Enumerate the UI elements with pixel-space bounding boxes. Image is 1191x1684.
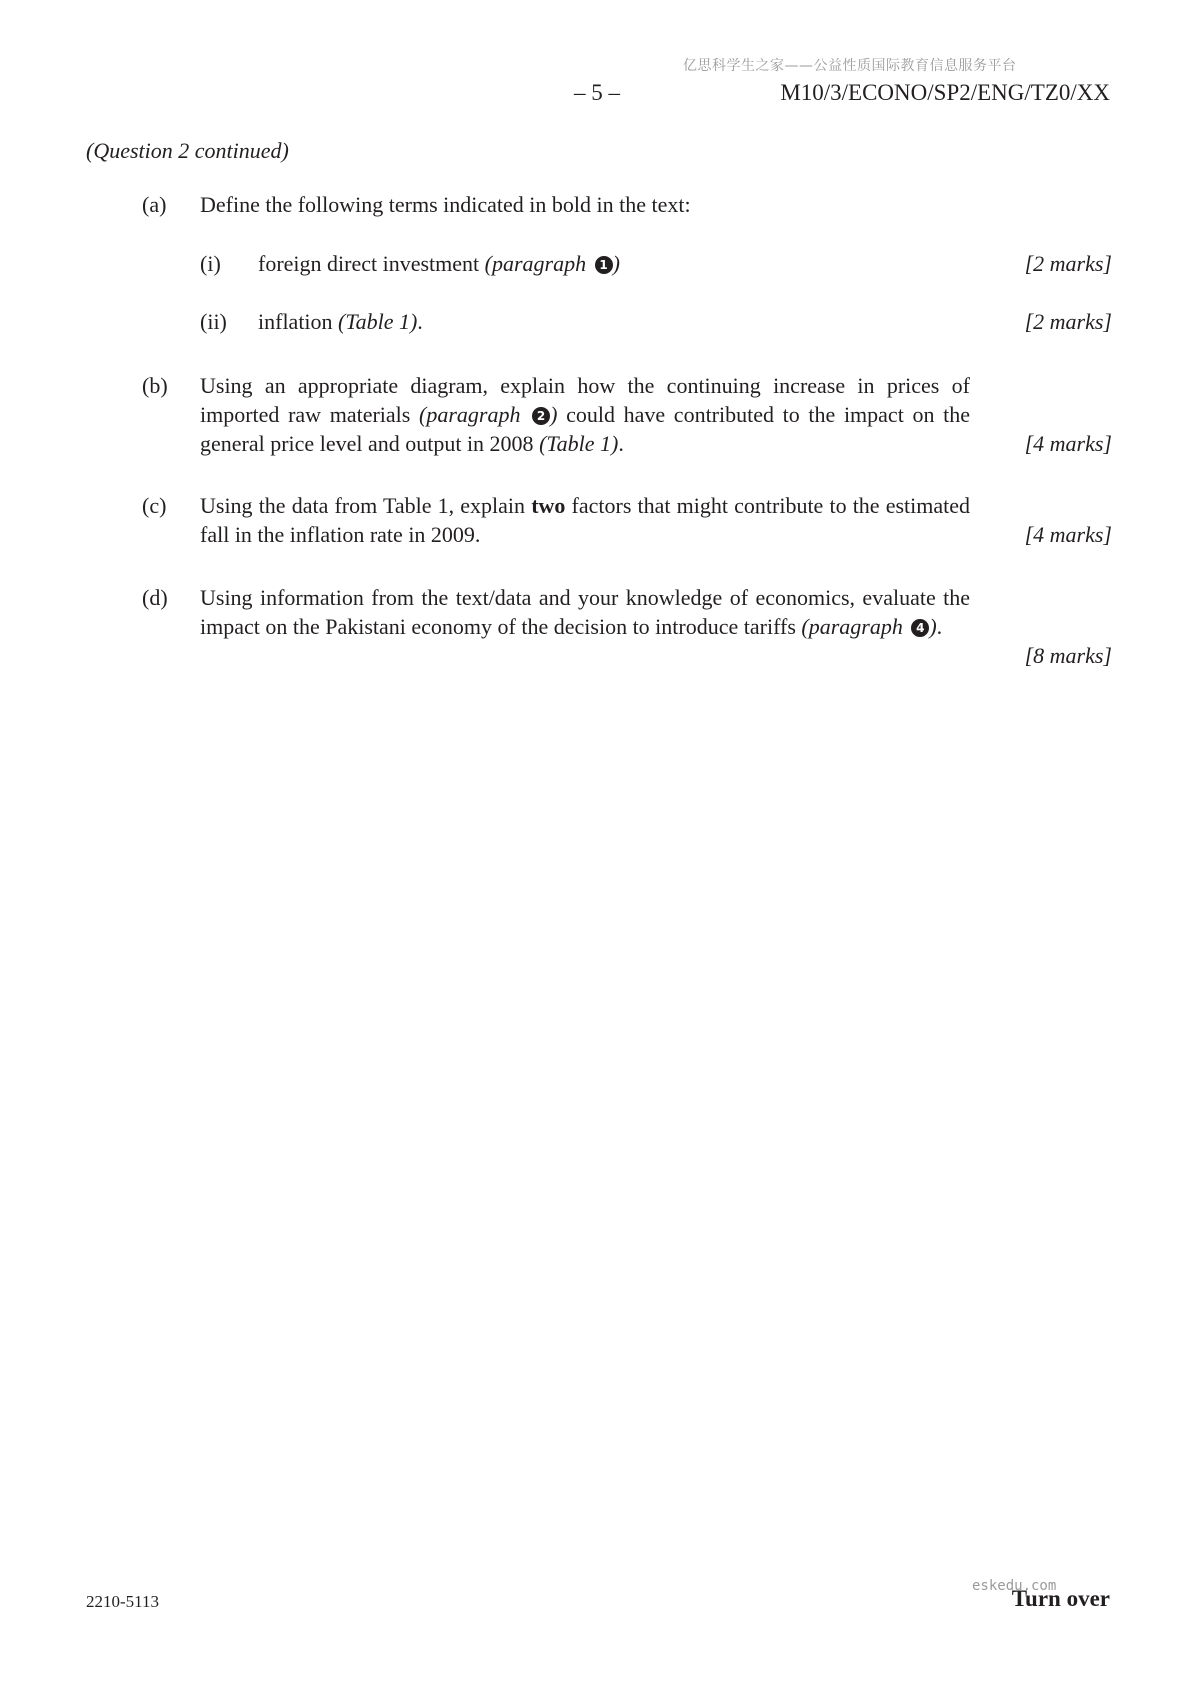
question-text: Define the following terms indicated in bold in the text: <box>200 192 691 217</box>
question-text <box>200 583 970 641</box>
ref-close: ) <box>612 251 620 276</box>
text-part: could have contributed to the impact on the general price level and output in 2008 <box>200 402 970 456</box>
footer-code: 2210-5113 <box>86 1592 160 1611</box>
bottom-watermark: eskedu.com <box>972 1578 1057 1594</box>
marks: [4 marks] <box>1024 522 1112 547</box>
ref-text: (paragraph <box>484 251 587 276</box>
paragraph-ref <box>485 251 620 276</box>
sub-text <box>258 249 620 278</box>
text-part: Using information from the text/data and your knowledge of economics, evaluate the impact on the Pakistani economy of the decision to introduce tariffs <box>200 585 970 639</box>
marks: [2 marks] <box>1024 251 1112 276</box>
end-punct: . <box>417 309 423 334</box>
marks: [4 marks] <box>1024 431 1112 456</box>
top-watermark: 亿思科学生之家——公益性质国际教育信息服务平台 <box>683 58 1017 74</box>
marks: [8 marks] <box>1024 643 1112 668</box>
term: foreign direct investment <box>258 251 480 276</box>
paragraph-number-icon: 2 <box>532 407 550 425</box>
ref-close: ) <box>929 614 937 639</box>
text-part: Using an appropriate diagram, explain how the continuing increase in prices of imported raw materials <box>200 373 970 427</box>
question-d <box>142 583 1112 673</box>
question-text <box>200 371 970 458</box>
text-part: Using the data from Table 1, explain <box>200 493 526 518</box>
end-punct: . <box>936 614 943 639</box>
term: inflation <box>258 309 333 334</box>
table-ref: (Table 1) <box>338 309 418 334</box>
marks: [2 marks] <box>1024 309 1112 334</box>
paragraph-number-icon: 4 <box>911 619 929 637</box>
continued-heading: (Question 2 continued) <box>86 138 289 163</box>
emphasis: two <box>531 493 566 518</box>
sub-text <box>258 307 423 336</box>
sub-label: (ii) <box>200 309 227 334</box>
text-part: factors that might contribute to the estimated fall in the inflation rate in 2009. <box>200 493 971 547</box>
question-label: (a) <box>142 192 167 217</box>
paper-code: M10/3/ECONO/SP2/ENG/TZ0/XX <box>780 80 1110 105</box>
page-number: – 5 – <box>574 80 620 105</box>
ref-text: (paragraph <box>419 402 521 427</box>
ref-close: ) <box>550 402 558 427</box>
paragraph-number-icon: 1 <box>595 256 613 274</box>
question-text <box>200 491 970 549</box>
question-label: (b) <box>142 373 168 398</box>
ref-text: (paragraph <box>801 614 903 639</box>
turn-over: Turn over <box>1011 1586 1110 1611</box>
question-label: (d) <box>142 585 168 610</box>
question-c <box>142 491 1112 551</box>
table-ref: (Table 1) <box>539 431 619 456</box>
end-punct: . <box>618 431 624 456</box>
question-b <box>142 371 1112 461</box>
question-label: (c) <box>142 493 167 518</box>
sub-label: (i) <box>200 251 221 276</box>
